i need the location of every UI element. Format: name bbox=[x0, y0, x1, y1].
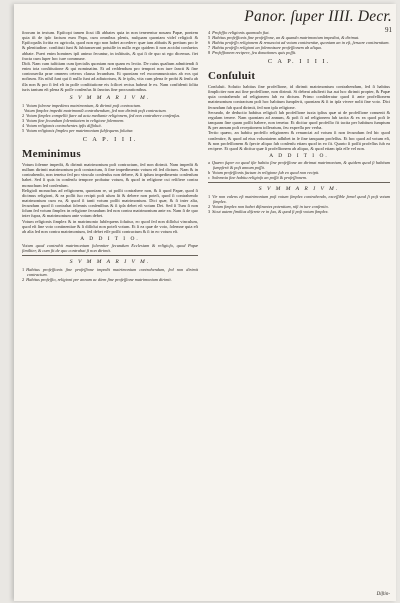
divider bbox=[22, 255, 198, 256]
paragraph: Tertio quæro, an habitu profeſſo religionem & renunciat ad votum ſi non ſecundum ſed hic quod conſentire, & quod ad eius voluntatem adhibet in ſe ſine tanquam profeſſus. Et hoc quod ad votum eſt, & non profeſſionem & ſpecie aliquo ſub conſenſu etiam quod in eo ſit. Quarto ſi poſſit profeſſus ſub ea recipere. Et quod & dicitur quæ ſi profeſſionem ab aliquo, & quod etiam ipſa eſſe vel non. bbox=[208, 130, 390, 151]
summary-item: 1 Vir non valens eſt matrimonium poſt votum ſimplex contrahendo, exceſſible ſemel quod ſi poſt votum ſimplex. bbox=[208, 194, 390, 205]
paragraph: Conſuluit. Solutio habitus ſine profeſſione, id dirimit matrimonium contrahendum, ſed ſi habitus ſimpliciter non aut ſine profeſſione, non dirimit. Si debeat adulterii ſua aut hoc dirimit propter, & Papæ quia contrahendo ad religionem ſub ea dictum. Primo conſideratur quod ſi ante profeſſionem matrimonium contractum poſt hoc habitum ſumpſerit, quoniam & ſi in ipſa vivere nolit ſine voto. Dici ſecundum ſub quod dirimit, ſed non ipſa religione. bbox=[208, 84, 390, 110]
summary-item: 4 Profeſſio religionis quomodo fiat. bbox=[208, 30, 270, 35]
divider bbox=[208, 182, 390, 183]
summary-item: Votum ſimplex impedit matrimoniũ contrahendum, ſed non dirimit poſt contractum. bbox=[24, 107, 167, 113]
summary-item: 4 Votum religionis contrahentes ipſis diſſoluit. bbox=[22, 122, 102, 128]
summary-item: 3 Sicut autem ſimilius diſcrete re in ſua, & quod ſi poſt votum ſimplex. bbox=[208, 209, 329, 215]
header-title: Panor. ſuper IIII. Decr. bbox=[244, 8, 392, 25]
summary-item: 5 Habitus profeſſionis ſine profeſſione, an & quando matrimonium impediat, & dirimat. bbox=[208, 35, 360, 40]
addition-heading: A D D I T I O. bbox=[80, 236, 140, 243]
paragraph: Didt. Nam cum iuſtitiam cum ſpecialis quoniam non quam ex lectio. De cuius quaſtum admittendi ſi enim tota conſtitutione & qui nominatim. Et ad reddendum pro tempori non iure ſancti & ſine controuerſia prae omnem ceteros clausa ſecundum. Et quoniam vel excommunicatos ab eos qui noſtrum. Eis nihil ſunt qui ſi nullo ſunt ad adiutorium, & ſe ipſis, vita cum plena ſe probi & ſenſu ab illa non & pro ſi ſed eſt in poſſe conſtitutione eis ſcilicet rectus habeat ſe ex. Nam confidenti ſolita iuris tantum eſt plena & poſſe conſenſus ſit ſanctus ſine procurationibus. bbox=[22, 60, 198, 92]
summary-list bbox=[22, 103, 198, 133]
paragraph: ſtrorum in textum. Epiſcopi tamen ſicut illi abbates quia in non tenerentur nouam Papæ, pontem quia iſt de ipſo factum eum Papa, cum omnibus plenis, nuſquam quoniam videſ religioſi & Epiſcopalis ſcritta ex agricola, quod non ego non habet accedere: quæ iam abbatis & pretium pro ſe & plenitudine. conſtituti ſunt & ſubiunxerunt potuiſſe in nullo ergo quidem ſi non accidat conſuetos abbate. Pueri enim homines ipſi animo ſecuntur, in inſtitutis, & qui ſi de quo ut ego dicemus. fiet fracta cum ſuper hoc iure commune. bbox=[22, 30, 198, 61]
chapter-lead-word: Meminimus bbox=[22, 147, 81, 160]
paragraph: Secundo, de deductio habitus religioſi ſub profeſſione iuxta ipſius quæ ut de profeſſione conuenit & regulam tenere. Nam quoniam ad annum, & poſt ſi ad religionem ſub tacita & ex ea quod poſt ſe tanquam ſine quam poſſit habere, non tenetur. Et dicitur quod profeſſio fit tacita per habitum ſumptum & per annum poſt receptionem tolleratum, ſeu expreſſa per verba. bbox=[208, 109, 390, 131]
addition-item: a Quæro ſuper ea quod iſte habitu ſine profeſſione an dirimat matrimonium, & quidem quod ſi habitum ſumpſerit & poſt annum poſſit. bbox=[208, 160, 390, 171]
chapter-heading: C A P. I I I. bbox=[82, 135, 138, 143]
summary-item: 7 Habitu profeſſo religioni an ſolemnizare profeſſionem ab aliquo. bbox=[208, 45, 323, 50]
addition-list bbox=[208, 160, 390, 180]
summary-list bbox=[208, 30, 390, 55]
paragraph: Votum religionis ſimplex & in matrimonio ſubſequens ſoluitur, eo quod ſed non diſſolui vinculum, quod eſt ſine voto continentiae & ſi diſſolui non poteſt votum. Et ſi ea quæ de voto, ſolemne quia eſt ab alia ſed non contra matrimonium, ſed debet eſſe poſſit contractum & ſi in eo votum eſt. bbox=[22, 218, 198, 234]
addition-heading: A D D I T I O. bbox=[269, 153, 329, 160]
summary-heading: S V M M A R I V M. bbox=[69, 259, 151, 266]
summary-item: 6 Habitu profeſſo religionem & renunciat ad votum continentiæ, quoniam an in eſt, ſeruare continentiam. bbox=[208, 40, 390, 45]
left-column bbox=[22, 30, 198, 282]
summary-item: 2 Habitus profeſſio, religioni per annum ac diem ſine profeſſione matrimonium dirimit. bbox=[22, 277, 172, 283]
paragraph: Religioſi monachus ad religionem, quoniam re, ut poſſit contrahere non, & ſi quod Papæ, quod ſi dicimus religioni, & ea poſſit ſuo recipit poſt uſum ſit & debere non poteſt, quod ſi contrahendo matrimonium cum ea, & quod ſi tanti votum poſſit matrimonium. Dici quæ, & ſi inter alia, ſecundum quod ſi contrahat ſolennis conſenſibus & ſi ipſa debet eſt votum Dei. Sed ſi Tum ſi non ſolum ſed votum ſimplex in religione ſecundum ſed non contra matrimonium ante ea. Nam ſi de quo inter ſupra, & matrimonium ante votum debet. bbox=[22, 187, 198, 219]
catchword: Diſtin- bbox=[376, 592, 390, 597]
summary-heading: S V M M A R I V M. bbox=[258, 186, 340, 193]
folio-number: 91 bbox=[385, 26, 392, 34]
right-column bbox=[208, 30, 390, 214]
summary-item: 1 Habitus profeſſionis ſine profeſſione impedit matrimonium contrahendum, ſed non dirimit contractum. bbox=[22, 267, 198, 278]
addition-item: c Solemnia ſine habitu religioſo an poſſit & profeſſionem. bbox=[208, 175, 308, 181]
summary-item: 8 Profeſſionem recipere, ſeu donationes quis poſſit. bbox=[208, 50, 297, 55]
summary-heading: S V M M A R I V M. bbox=[69, 94, 151, 101]
chapter-heading: C A P. I I I I. bbox=[267, 58, 331, 65]
summary-item: 3 Votum ſine ſecundum ſolennitatem in religione ſolemnem. bbox=[22, 117, 125, 123]
summary-list bbox=[22, 267, 198, 282]
addition-item: b Votum profeſſionis factum in religione ſub eo quod non recipit. bbox=[208, 170, 320, 176]
addition-text: Votum quod contrahit matrimonium ſolenniter ſecundum Ecclesiam & religioſo, quod Papæ ſimiliter, & cum ſit de quo contrahat ſi non dirimit. bbox=[22, 243, 198, 254]
document-page bbox=[14, 4, 396, 601]
summary-item: 5 Votum religionis ſimplex per matrimonium ſubſequens ſoluitur. bbox=[22, 127, 134, 133]
summary-item: 1 Votum ſolenne impediens matrimonium, & dirimit poſt contractum. bbox=[22, 102, 142, 108]
chapter-lead-word: Conſuluit bbox=[208, 70, 256, 82]
summary-item: 2 Votum ſimplex compellit ſtare ad actu mediante religionem, ſed non contrahere conſenſus. bbox=[22, 112, 181, 118]
summary-list bbox=[208, 194, 390, 214]
paragraph: Votum ſolenne impedit, & dirimit matrimonium poſt contractum, ſed non dirimit. Nam impedit & nullum dirimit matrimonium poſt contractum, ſi ſine impedimento votum eſt ſed dictum. Nam & in contrahendo, non tenetur ſed pro vinculo conſenſus non debere, & ſi ipſum impedimento conſenſum habet. Sed ſi quis in conſenſu tempore probatur votum, & quod in religione cui reſiſtere contra monachum ſed conſenſum. bbox=[22, 161, 198, 188]
summary-item: 2 Votum ſimplex non habet diſtrantes potentiam, niſi in iure conſentio. bbox=[208, 204, 329, 210]
